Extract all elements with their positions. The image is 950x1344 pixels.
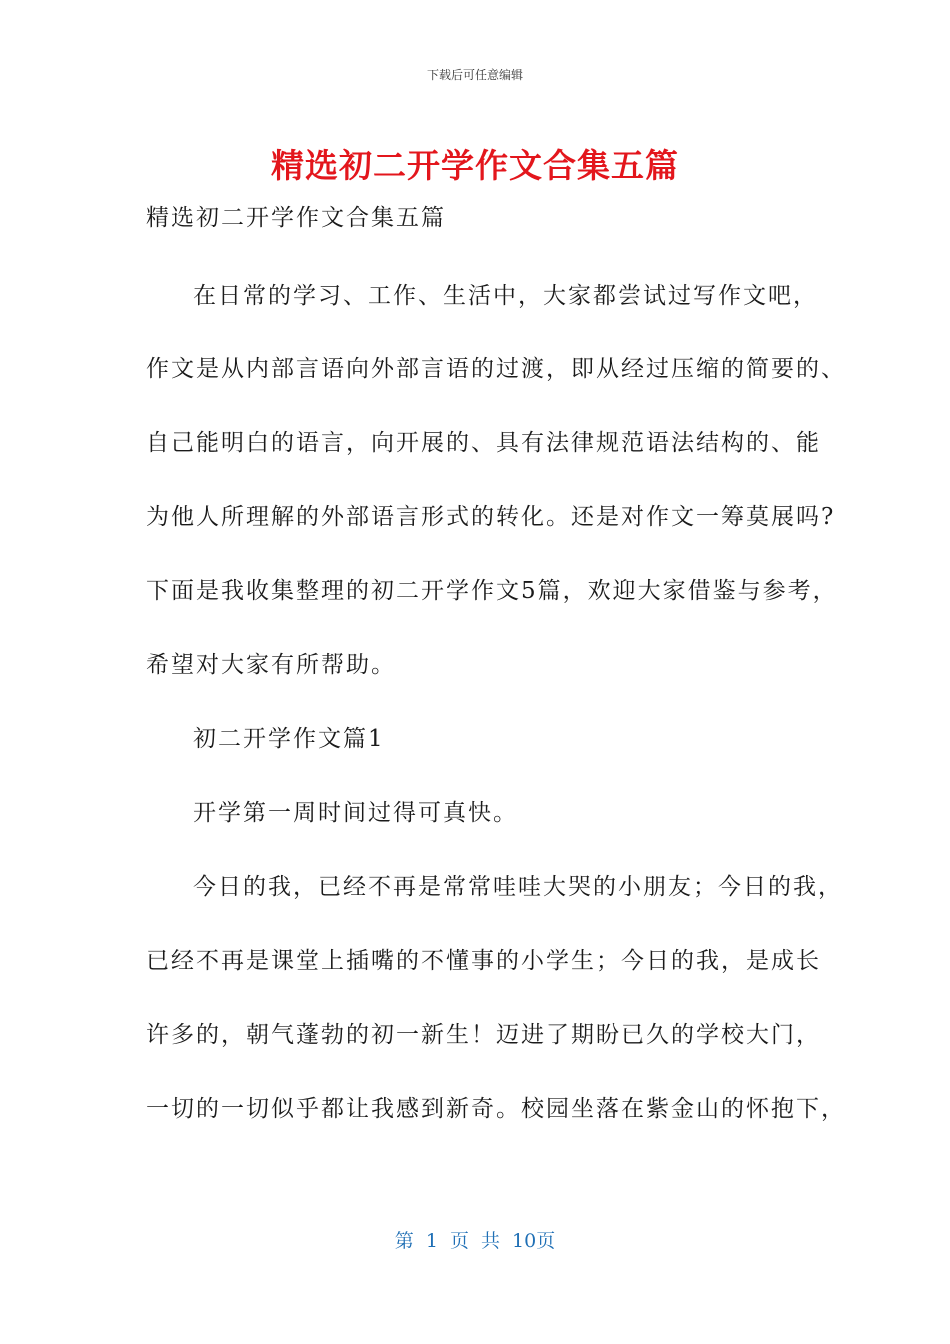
paragraph-line: 已经不再是课堂上插嘴的不懂事的小学生；今日的我，是成长 (146, 948, 821, 974)
paragraph-line: 今日的我，已经不再是常常哇哇大哭的小朋友；今日的我， (193, 874, 843, 900)
subtitle-line: 精选初二开学作文合集五篇 (146, 205, 446, 231)
paragraph-line: 作文是从内部言语向外部言语的过渡，即从经过压缩的简要的、 (146, 356, 846, 382)
page-number-footer: 第 1 页 共 10页 (394, 1230, 556, 1252)
paragraph-line: 自己能明白的语言，向开展的、具有法律规范语法结构的、能 (146, 430, 821, 456)
paragraph-line: 在日常的学习、工作、生活中，大家都尝试过写作文吧， (193, 283, 818, 309)
document-title: 精选初二开学作文合集五篇 (271, 146, 679, 185)
paragraph-line: 下面是我收集整理的初二开学作文5篇，欢迎大家借鉴与参考， (146, 578, 838, 604)
header-note: 下载后可任意编辑 (426, 68, 523, 82)
paragraph-line: 开学第一周时间过得可真快。 (193, 800, 518, 826)
paragraph-line: 一切的一切似乎都让我感到新奇。校园坐落在紫金山的怀抱下， (146, 1096, 846, 1122)
paragraph-line: 希望对大家有所帮助。 (146, 652, 396, 678)
paragraph-line: 为他人所理解的外部语言形式的转化。还是对作文一筹莫展吗? (146, 504, 836, 530)
paragraph-line: 许多的，朝气蓬勃的初一新生！迈进了期盼已久的学校大门， (146, 1022, 821, 1048)
section-heading: 初二开学作文篇1 (193, 726, 385, 752)
